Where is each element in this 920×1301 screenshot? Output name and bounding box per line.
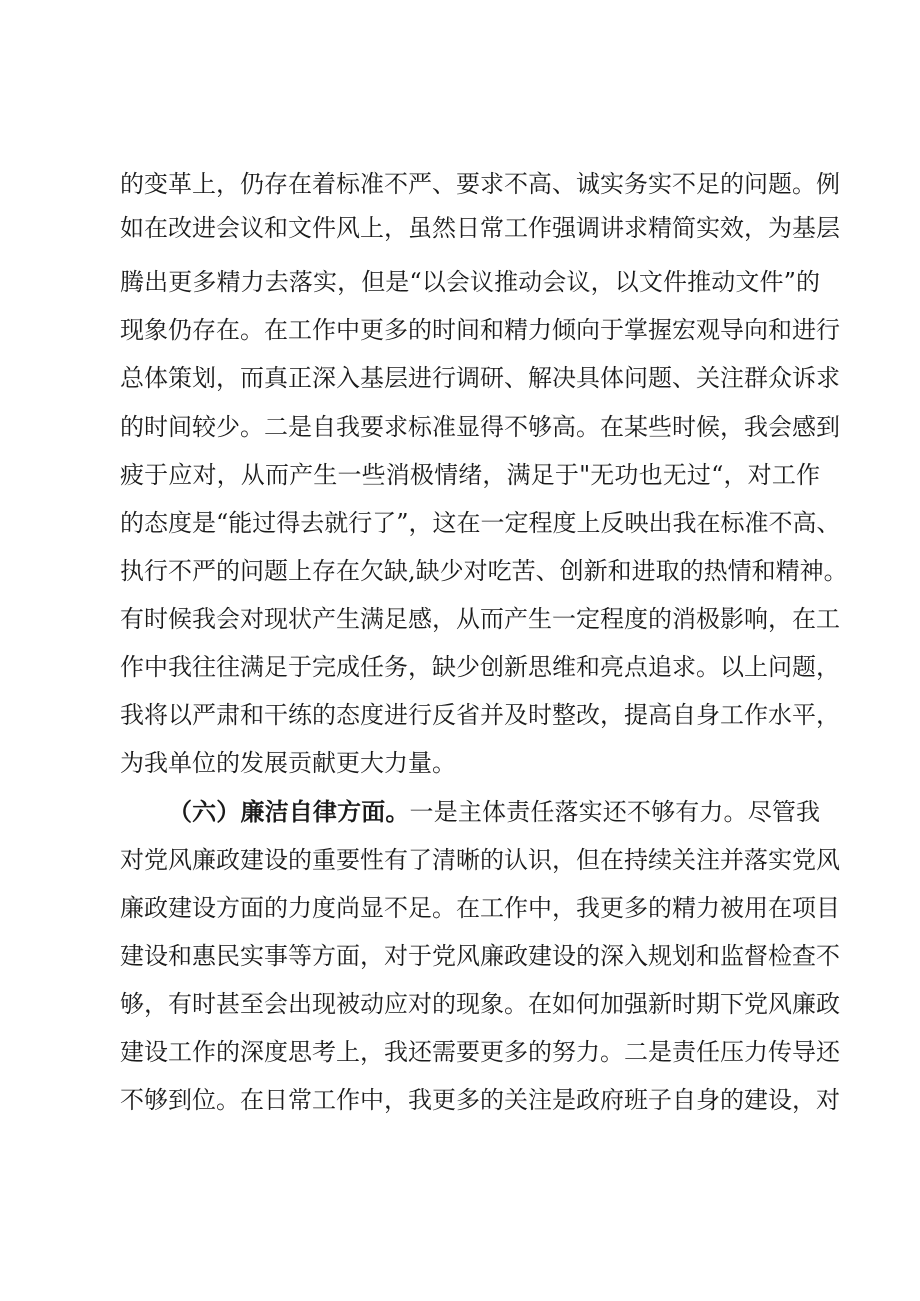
paragraph-1-line-3: 腾出更多精力去落实，但是“以会议推动会议，以文件推动文件”的 [120, 268, 820, 296]
paragraph-1-line-11: 作中我往往满足于完成任务，缺少创新思维和亮点追求。以上问题， [120, 653, 840, 681]
paragraph-2-line-4: 建设和惠民实事等方面，对于党风廉政建设的深入规划和监督检查不 [120, 942, 840, 970]
paragraph-1-line-12: 我将以严肃和干练的态度进行反省并及时整改，提高自身工作水平， [120, 701, 840, 729]
paragraph-1-line-10: 有时候我会对现状产生满足感，从而产生一定程度的消极影响，在工 [120, 605, 840, 633]
paragraph-2-first-line-text: 一是主体责任落实还不够有力。尽管我 [409, 798, 821, 826]
paragraph-2-line-6: 建设工作的深度思考上，我还需要更多的努力。二是责任压力传导还 [120, 1038, 840, 1066]
paragraph-2-first-line [168, 794, 820, 830]
paragraph-1-line-9: 执行不严的问题上存在欠缺,缺少对吃苦、创新和进取的热情和精神。 [120, 557, 848, 585]
paragraph-2-line-3: 廉政建设方面的力度尚显不足。在工作中，我更多的精力被用在项目 [120, 894, 840, 922]
paragraph-1-line-7: 疲于应对，从而产生一些消极情绪，满足于"无功也无过“，对工作 [120, 461, 820, 489]
paragraph-1-line-13: 为我单位的发展贡献更大力量。 [120, 749, 456, 777]
paragraph-1-line-2: 如在改进会议和文件风上，虽然日常工作强调讲求精简实效，为基层 [120, 214, 840, 242]
paragraph-1-line-5: 总体策划，而真正深入基层进行调研、解决具体问题、关注群众诉求 [120, 364, 840, 392]
paragraph-2-line-5: 够，有时甚至会出现被动应对的现象。在如何加强新时期下党风廉政 [120, 990, 840, 1018]
paragraph-2-line-2: 对党风廉政建设的重要性有了清晰的认识，但在持续关注并落实党风 [120, 846, 840, 874]
paragraph-2-line-7: 不够到位。在日常工作中，我更多的关注是政府班子自身的建设，对 [120, 1086, 840, 1114]
paragraph-1-line-1: 的变革上，仍存在着标准不严、要求不高、诚实务实不足的问题。例 [120, 170, 840, 198]
paragraph-1-line-8: 的态度是“能过得去就行了”，这在一定程度上反映出我在标准不高、 [120, 509, 841, 537]
paragraph-1-line-6: 的时间较少。二是自我要求标准显得不够高。在某些时候，我会感到 [120, 413, 840, 441]
section-heading: （六）廉洁自律方面。 [168, 797, 410, 826]
paragraph-1-line-4: 现象仍存在。在工作中更多的时间和精力倾向于掌握宏观导向和进行 [120, 316, 840, 344]
